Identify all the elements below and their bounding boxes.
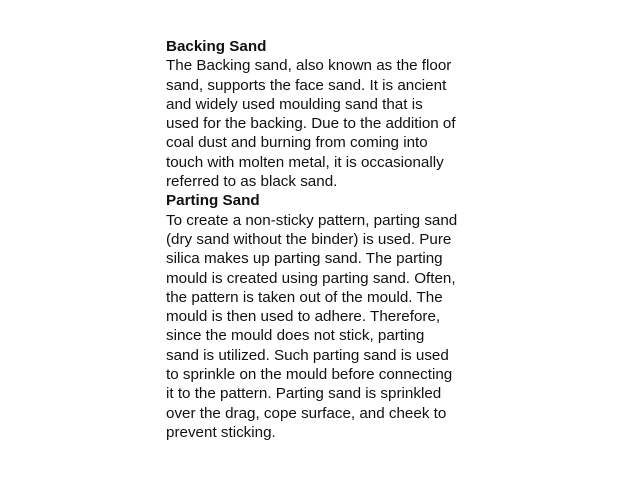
- paragraph-line: mould is created using parting sand. Often,: [166, 269, 456, 287]
- paragraph-line: to sprinkle on the mould before connecting: [166, 366, 453, 384]
- paragraph-line: referred to as black sand.: [166, 173, 338, 191]
- paragraph-line: the pattern is taken out of the mould. The: [166, 288, 443, 306]
- paragraph-line: sand is utilized. Such parting sand is used: [166, 346, 449, 364]
- paragraph-line: over the drag, cope surface, and cheek to: [166, 404, 447, 422]
- paragraph-line: touch with molten metal, it is occasionally: [166, 153, 444, 171]
- section-backing-sand: [166, 37, 486, 191]
- paragraph-line: prevent sticking.: [166, 423, 276, 441]
- paragraph-line: and widely used moulding sand that is: [166, 95, 423, 113]
- paragraph-line: it to the pattern. Parting sand is sprinkled: [166, 385, 442, 403]
- paragraph-line: coal dust and burning from coming into: [166, 134, 428, 152]
- paragraph-line: silica makes up parting sand. The parting: [166, 250, 443, 268]
- paragraph-line: used for the backing. Due to the addition of: [166, 115, 456, 133]
- paragraph-line: mould is then used to adhere. Therefore,: [166, 308, 441, 326]
- section-parting-sand: [166, 191, 486, 442]
- paragraph-line: The Backing sand, also known as the floor: [166, 57, 452, 75]
- paragraph-line: (dry sand without the binder) is used. Pure: [166, 230, 452, 248]
- section-heading: Parting Sand: [166, 192, 260, 210]
- paragraph-line: To create a non-sticky pattern, parting sand: [166, 211, 458, 229]
- paragraph-line: since the mould does not stick, parting: [166, 327, 425, 345]
- paragraph-line: sand, supports the face sand. It is ancient: [166, 76, 447, 94]
- section-heading: Backing Sand: [166, 38, 267, 55]
- text-body: [166, 37, 486, 442]
